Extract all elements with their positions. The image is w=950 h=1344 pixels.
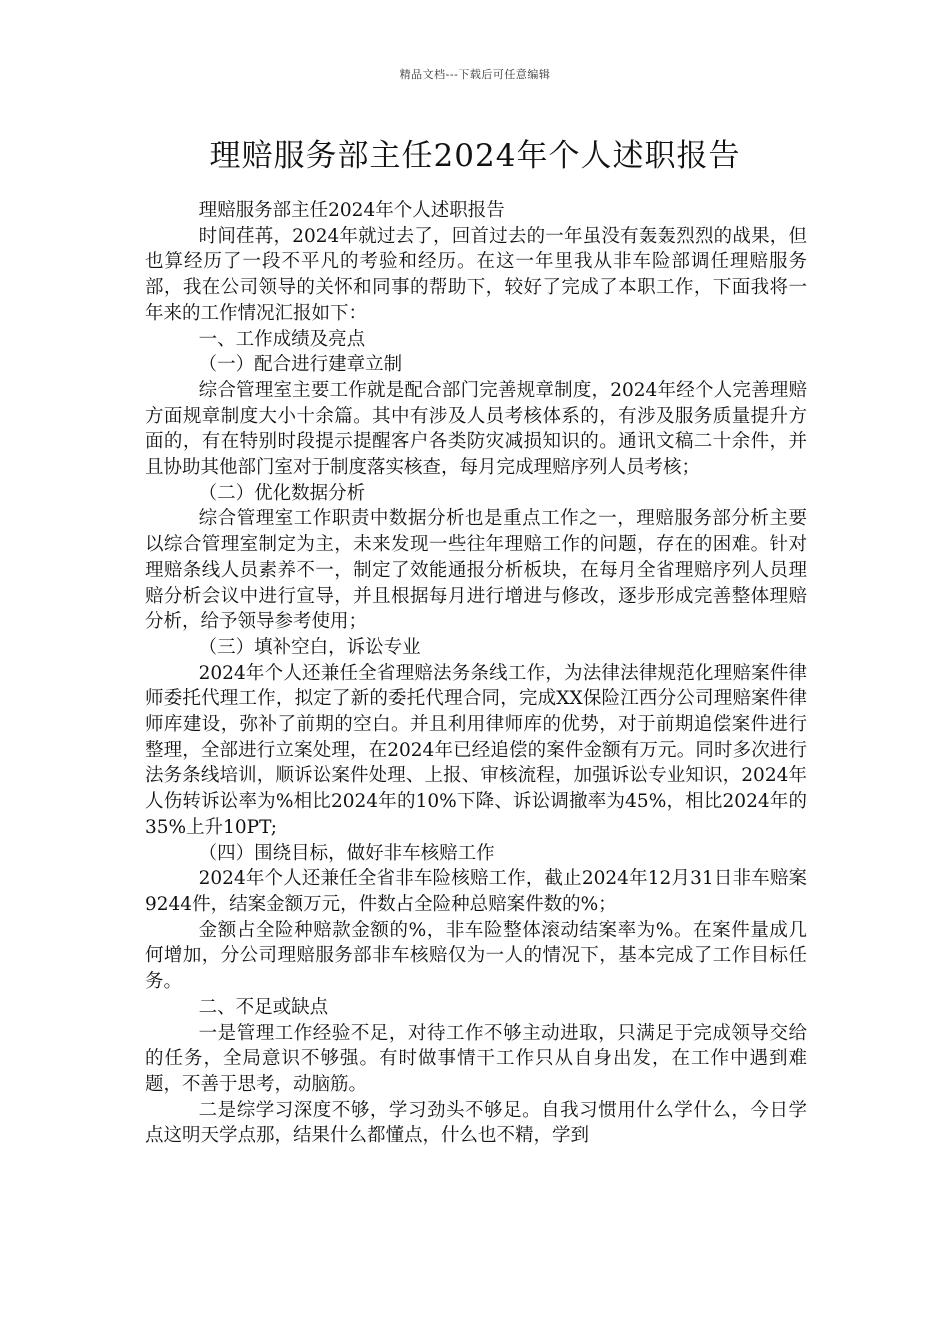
subsection-heading: （三）填补空白，诉讼专业 <box>198 636 421 658</box>
body-paragraph: 金额占全险种赔款金额的%，非车险整体滚动结案率为%。在案件量成几何增加，分公司理赔服务部非车核赔仅为一人的情况下，基本完成了工作目标任务。 <box>145 919 807 993</box>
body-paragraph: 2024年个人还兼任全省非车险核赔工作，截止2024年12月31日非车赔案9244件，结案金额万元，件数占全险种总赔案件数的%； <box>145 868 807 915</box>
subsection-heading: （四）围绕目标，做好非车核赔工作 <box>198 842 495 864</box>
subtitle-paragraph: 理赔服务部主任2024年个人述职报告 <box>198 200 505 221</box>
body-paragraph: 二是综学习深度不够，学习劲头不够足。自我习惯用什么学什么，今日学点这明天学点那，结果什么都懂点，什么也不精，学到 <box>145 1099 807 1147</box>
intro-paragraph: 时间荏苒，2024年就过去了，回首过去的一年虽没有轰轰烈烈的战果，但也算经历了一段不平凡的考验和经历。在这一年里我从非车险部调任理赔服务部，我在公司领导的关怀和同事的帮助下，较好了完成了本职工作，下面我将一年来的工作情况汇报如下： <box>145 225 807 324</box>
body-paragraph: 综合管理室主要工作就是配合部门完善规章制度，2024年经个人完善理赔方面规章制度大小十余篇。其中有涉及人员考核体系的，有涉及服务质量提升方面的，有在特别时段提示提醒客户各类防灾减损知识的。通讯文稿二十余件，并且协助其他部门室对于制度落实核查，每月完成理赔序列人员考核； <box>145 379 807 479</box>
page-header: 精品文档---下载后可任意编辑 <box>399 68 551 81</box>
subsection-heading: （二）优化数据分析 <box>198 482 366 504</box>
section-heading: 一、工作成绩及亮点 <box>198 328 366 350</box>
document-body <box>145 198 807 1149</box>
subsection-heading: （一）配合进行建章立制 <box>198 354 403 376</box>
body-paragraph: 综合管理室工作职责中数据分析也是重点工作之一，理赔服务部分析主要以综合管理室制定为主，未来发现一些往年理赔工作的问题，存在的困难。针对理赔条线人员素养不一，制定了效能通报分析板块，在每月全省理赔序列人员理赔分析会议中进行宣导，并且根据每月进行增进与修改，逐步形成完善整体理赔分析，给予领导参考使用； <box>145 508 807 633</box>
document-title: 理赔服务部主任2024年个人述职报告 <box>209 138 741 174</box>
section-heading: 二、不足或缺点 <box>198 996 329 1018</box>
body-paragraph: 2024年个人还兼任全省理赔法务条线工作，为法律法律规范化理赔案件律师委托代理工作，拟定了新的委托代理合同，完成XX保险江西分公司理赔案件律师库建设，弥补了前期的空白。并且利用律师库的优势，对于前期追偿案件进行整理，全部进行立案处理，在2024年已经追偿的案件金额有万元。同时多次进行法务条线培训，顺诉讼案件处理、上报、审核流程，加强诉讼专业知识，2024年人伤转诉讼率为%相比2024年的10%下降、诉讼调撤率为45%，相比2024年的35%上升10PT; <box>145 662 807 838</box>
body-paragraph: 一是管理工作经验不足，对待工作不够主动进取，只满足于完成领导交给的任务，全局意识不够强。有时做事情干工作只从自身出发，在工作中遇到难题，不善于思考，动脑筋。 <box>145 1022 807 1095</box>
